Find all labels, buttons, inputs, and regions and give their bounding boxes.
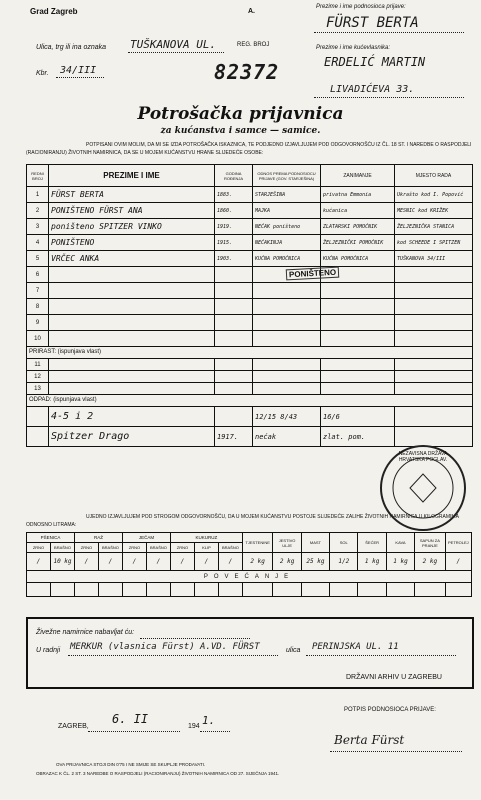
member-relation-cell: NEĆAK poništeno [253,219,321,235]
members-header-row [27,165,473,187]
kbr-label: Kbr. [36,70,49,77]
empty-cell [321,371,395,383]
member-no-cell: 6 [27,267,49,283]
member-no-cell: 4 [27,235,49,251]
stock-empty-cell [146,583,170,597]
member-year-cell [215,299,253,315]
applicant-value: FÜRST BERTA [326,15,419,31]
stock-value-row [27,553,472,571]
year-suffix: 1. [202,714,216,727]
stock-value-cell: / [170,553,194,571]
stock-other-header: MAST [301,533,329,553]
odpad-job-cell: zlat. pom. [321,427,395,447]
member-job-cell: ŽELJEZNIČKI POMOĆNIK [321,235,395,251]
prirast-row [27,383,473,395]
member-year-cell: 1919. [215,219,253,235]
member-name-cell: FÜRST BERTA [49,187,215,203]
signature-value: Berta Fürst [334,733,405,747]
empty-cell [215,371,253,383]
member-no-cell: 8 [27,299,49,315]
col-no: REDNI BROJ [27,165,49,187]
stock-empty-cell [98,583,122,597]
empty-cell [215,359,253,371]
member-row [27,251,473,267]
owner-label: Prezime i ime kućevlasnika: [316,45,391,51]
prirast-label: PRIRAST: (ispunjava vlast) [27,347,473,359]
stock-other-header: TJESTENINE [242,533,273,553]
stock-group-row [27,533,472,543]
kbr-value: 34/III [60,65,97,76]
member-row [27,283,473,299]
supply-underline [140,638,250,639]
odpad-name-cell: 4-5 i 2 [49,407,215,427]
member-name-cell [49,315,215,331]
form-letter: A. [248,8,255,15]
povecanje-label: POVEĆANJE [27,571,472,583]
member-job-cell: ZLATARSKI POMOĆNIK [321,219,395,235]
intro-text: POTPISANI OVIM MOLIM, DA MI SE IZDA POTROŠAČKA ISKAZNICA, TE PODJEDNO IZJAVLJUJEM POD ODGOVORNOŠĆU IZ ČL. 18 ST. I NAREDBE O RASPODJELI (RACIONIRANJU) ŽIVOTNIH NAMIRNICA, DA SE U MOJEM KUĆANSTVU HRANE SLIJEDEĆE OSOBE: [26,142,472,156]
empty-cell [49,371,215,383]
member-name-cell: PONIŠTENO [49,235,215,251]
odpad-no-cell [27,407,49,427]
col-job: ZANIMANJE [321,165,395,187]
prirast-no-cell: 13 [27,383,49,395]
applicant-underline [314,32,464,33]
col-year: GODINA ROĐENJA [215,165,253,187]
cancel-stamp: PONIŠTENO [286,267,340,281]
stock-sub-header: BRAŠNO [98,543,122,553]
empty-cell [395,359,473,371]
stock-intro: UJEDNO IZJAVLJUJEM POD STROGOM ODGOVORNOŠĆU, DA U MOJEM KUĆANSTVU POSTOJE SLIJEDEĆE ZALIHE ŽIVOTNIH NAMIRNICA U KILOGRAMIMA ODNOSNO LITRAMA: [26,514,459,528]
city-label: Grad Zagreb [30,7,78,16]
member-name-cell [49,283,215,299]
stock-empty-cell [122,583,146,597]
date-underline [88,731,180,732]
col-place: MJESTO RADA [395,165,473,187]
stock-group-header: PŠENICA [27,533,75,543]
member-relation-cell [253,331,321,347]
member-job-cell [321,283,395,299]
empty-cell [49,359,215,371]
member-name-cell: PONIŠTENO FÜRST ANA [49,203,215,219]
place-label: ZAGREB, [58,723,89,730]
member-year-cell [215,315,253,331]
empty-cell [215,383,253,395]
odpad-name-cell: Spitzer Drago [49,427,215,447]
stock-empty-cell [50,583,74,597]
member-place-cell [395,315,473,331]
odpad-place-cell [395,407,473,427]
stock-empty-cell [218,583,242,597]
official-stamp [380,445,466,531]
stock-empty-cell [242,583,273,597]
stock-sub-header: BRAŠNO [218,543,242,553]
stock-other-header: PETROLEJ [445,533,471,553]
stock-empty-cell [415,583,446,597]
member-relation-cell: NEĆAKINJA [253,235,321,251]
stock-value-cell: / [122,553,146,571]
member-year-cell: 1883. [215,187,253,203]
owner-address: LIVADIĆEVA 33. [330,84,415,95]
stock-value-cell: 2 kg [273,553,301,571]
member-place-cell [395,283,473,299]
member-place-cell: ŽELJEZNIČKA STANICA [395,219,473,235]
empty-cell [253,359,321,371]
supply-street-label: ulica [286,647,301,654]
member-year-cell [215,331,253,347]
street-underline [128,52,224,53]
empty-cell [253,383,321,395]
kbr-underline [56,77,104,78]
odpad-label: ODPAD: (ispunjava vlast) [27,395,473,407]
stock-value-cell: 2 kg [415,553,446,571]
stock-value-cell: 2 kg [242,553,273,571]
member-year-cell [215,267,253,283]
member-row [27,331,473,347]
empty-cell [321,359,395,371]
stock-value-cell: / [445,553,471,571]
prirast-row [27,371,473,383]
stock-empty-cell [386,583,414,597]
stock-empty-cell [445,583,471,597]
stock-value-cell: / [74,553,98,571]
stock-value-cell: / [146,553,170,571]
year-label: 194 [188,723,200,730]
col-relation: ODNOS PREMA PODNOSIOCU PRIJAVE (GOV. STARJEŠINA) [253,165,321,187]
member-place-cell [395,267,473,283]
supply-street-value: PERINJSKA UL. 11 [312,642,399,652]
shop-label: U radnji [36,647,61,654]
stock-sub-header: ZRNO [27,543,51,553]
member-row [27,219,473,235]
member-place-cell [395,299,473,315]
applicant-label: Prezime i ime podnosioca prijave: [316,4,406,10]
member-job-cell: kućanica [321,203,395,219]
owner-value: ERDELIĆ MARTIN [324,55,426,69]
stock-group-header: JEČAM [122,533,170,543]
member-no-cell: 10 [27,331,49,347]
member-job-cell [321,315,395,331]
member-no-cell: 9 [27,315,49,331]
member-place-cell: Ukrašto kod I. Popović [395,187,473,203]
member-year-cell: 1903. [215,251,253,267]
member-row [27,267,473,283]
supply-street-underline [306,655,456,656]
reg-number-label: REG. BROJ [237,42,270,48]
stock-value-cell: 1/2 [330,553,358,571]
member-name-cell [49,299,215,315]
street-label: Ulica, trg ili ina oznaka [36,44,107,51]
shop-underline [68,655,278,656]
stock-group-header: RAŽ [74,533,122,543]
member-no-cell: 7 [27,283,49,299]
member-name-cell: VRČEC ANKA [49,251,215,267]
stock-other-header: SAPUN ZA PRANJE [415,533,446,553]
stock-value-cell: 1 kg [386,553,414,571]
member-year-cell: 1915. [215,235,253,251]
stock-other-header: KAVA [386,533,414,553]
empty-cell [321,383,395,395]
member-name-cell [49,331,215,347]
stock-value-cell: 25 kg [301,553,329,571]
stock-other-header: JESTIVO ULJE [273,533,301,553]
member-no-cell: 3 [27,219,49,235]
reg-number-value: 82372 [214,60,280,84]
odpad-place-cell [395,427,473,447]
odpad-relation-cell: nećak [253,427,321,447]
stock-table [26,532,472,597]
stock-value-cell: 1 kg [358,553,386,571]
stock-empty-row [27,583,472,597]
member-name-cell: poništeno SPITZER VINKO [49,219,215,235]
archive-label: DRŽAVNI ARHIV U ZAGREBU [346,674,442,681]
signature-label: POTPIS PODNOSIOCA PRIJAVE: [344,707,436,713]
stock-value-cell: / [98,553,122,571]
odpad-no-cell [27,427,49,447]
supply-label: Živežne namirnice nabavljat ću: [36,629,135,636]
prirast-no-cell: 11 [27,359,49,371]
member-job-cell [321,331,395,347]
member-year-cell: 1860. [215,203,253,219]
member-relation-cell: KUĆNA POMOĆNICA [253,251,321,267]
member-job-cell: KUĆNA POMOĆNICA [321,251,395,267]
members-table [26,164,473,447]
empty-cell [395,383,473,395]
odpad-relation-cell: 12/15 8/43 [253,407,321,427]
stock-sub-header: BRAŠNO [50,543,74,553]
odpad-row [27,407,473,427]
page-title: Potrošačka prijavnica [137,104,344,124]
member-place-cell: TUŠKANOVA 34/III [395,251,473,267]
stamp-text: NEZAVISNA DRŽAVA HRVATSKA POGLAV. [398,451,448,463]
stock-value-cell: / [27,553,51,571]
stock-other-header: SOL [330,533,358,553]
odpad-year-cell: 1917. [215,427,253,447]
member-job-cell [321,299,395,315]
member-job-cell: privatna Emmonia [321,187,395,203]
stock-sub-header: BRAŠNO [146,543,170,553]
member-place-cell: MESNIC kod KRIŽEK [395,203,473,219]
odpad-year-cell [215,407,253,427]
member-year-cell [215,283,253,299]
stock-sub-header: KLIP [194,543,218,553]
page-subtitle: za kućanstva i samce — samice. [160,126,321,136]
member-name-cell [49,267,215,283]
stock-other-header: ŠEĆER [358,533,386,553]
stock-empty-cell [170,583,194,597]
member-row [27,203,473,219]
stock-value-cell: 10 kg [50,553,74,571]
odpad-job-cell: 16/6 [321,407,395,427]
odpad-row [27,427,473,447]
member-no-cell: 2 [27,203,49,219]
empty-cell [395,371,473,383]
member-row [27,315,473,331]
footer-note-2: OBRAZAC K ČL. 2 ST. 3 NAREDBE O RASPODJELI (RACIONIRANJU) ŽIVOTNIH NAMIRNICA OD 27. SIJEČNJA 1941. [36,771,280,776]
signature-underline [330,751,462,752]
member-row [27,235,473,251]
member-row [27,187,473,203]
member-relation-cell [253,283,321,299]
stock-value-cell: / [194,553,218,571]
footer-note-1: OVA PRIJAVNICA STOJI DIN 0'75 I NE SMIJE SE SKUPLJE PRODAVATI. [56,762,206,767]
shop-value: MERKUR (vlasnica Fürst) A.VD. FÜRST [70,642,260,652]
prirast-no-cell: 12 [27,371,49,383]
year-underline [200,731,230,732]
empty-cell [253,371,321,383]
stock-sub-header: ZRNO [122,543,146,553]
member-relation-cell: STARJEŠINA [253,187,321,203]
date-value: 6. II [112,712,149,726]
member-relation-cell [253,315,321,331]
stock-empty-cell [330,583,358,597]
stock-group-header: KUKURUZ [170,533,242,543]
member-relation-cell [253,299,321,315]
member-no-cell: 5 [27,251,49,267]
stock-empty-cell [27,583,51,597]
stock-empty-cell [194,583,218,597]
stock-empty-cell [273,583,301,597]
member-relation-cell: MAJKA [253,203,321,219]
empty-cell [49,383,215,395]
member-no-cell: 1 [27,187,49,203]
member-row [27,299,473,315]
stock-sub-header: ZRNO [74,543,98,553]
street-value: TUŠKANOVA UL. [130,38,217,51]
col-name: PREZIME I IME [49,165,215,187]
stock-empty-cell [74,583,98,597]
prirast-row [27,359,473,371]
stock-sub-header: ZRNO [170,543,194,553]
member-place-cell: kod SCHEEDE I SPITZEN [395,235,473,251]
stock-empty-cell [301,583,329,597]
owner-underline [314,97,464,98]
stock-empty-cell [358,583,386,597]
stock-value-cell: / [218,553,242,571]
member-place-cell [395,331,473,347]
